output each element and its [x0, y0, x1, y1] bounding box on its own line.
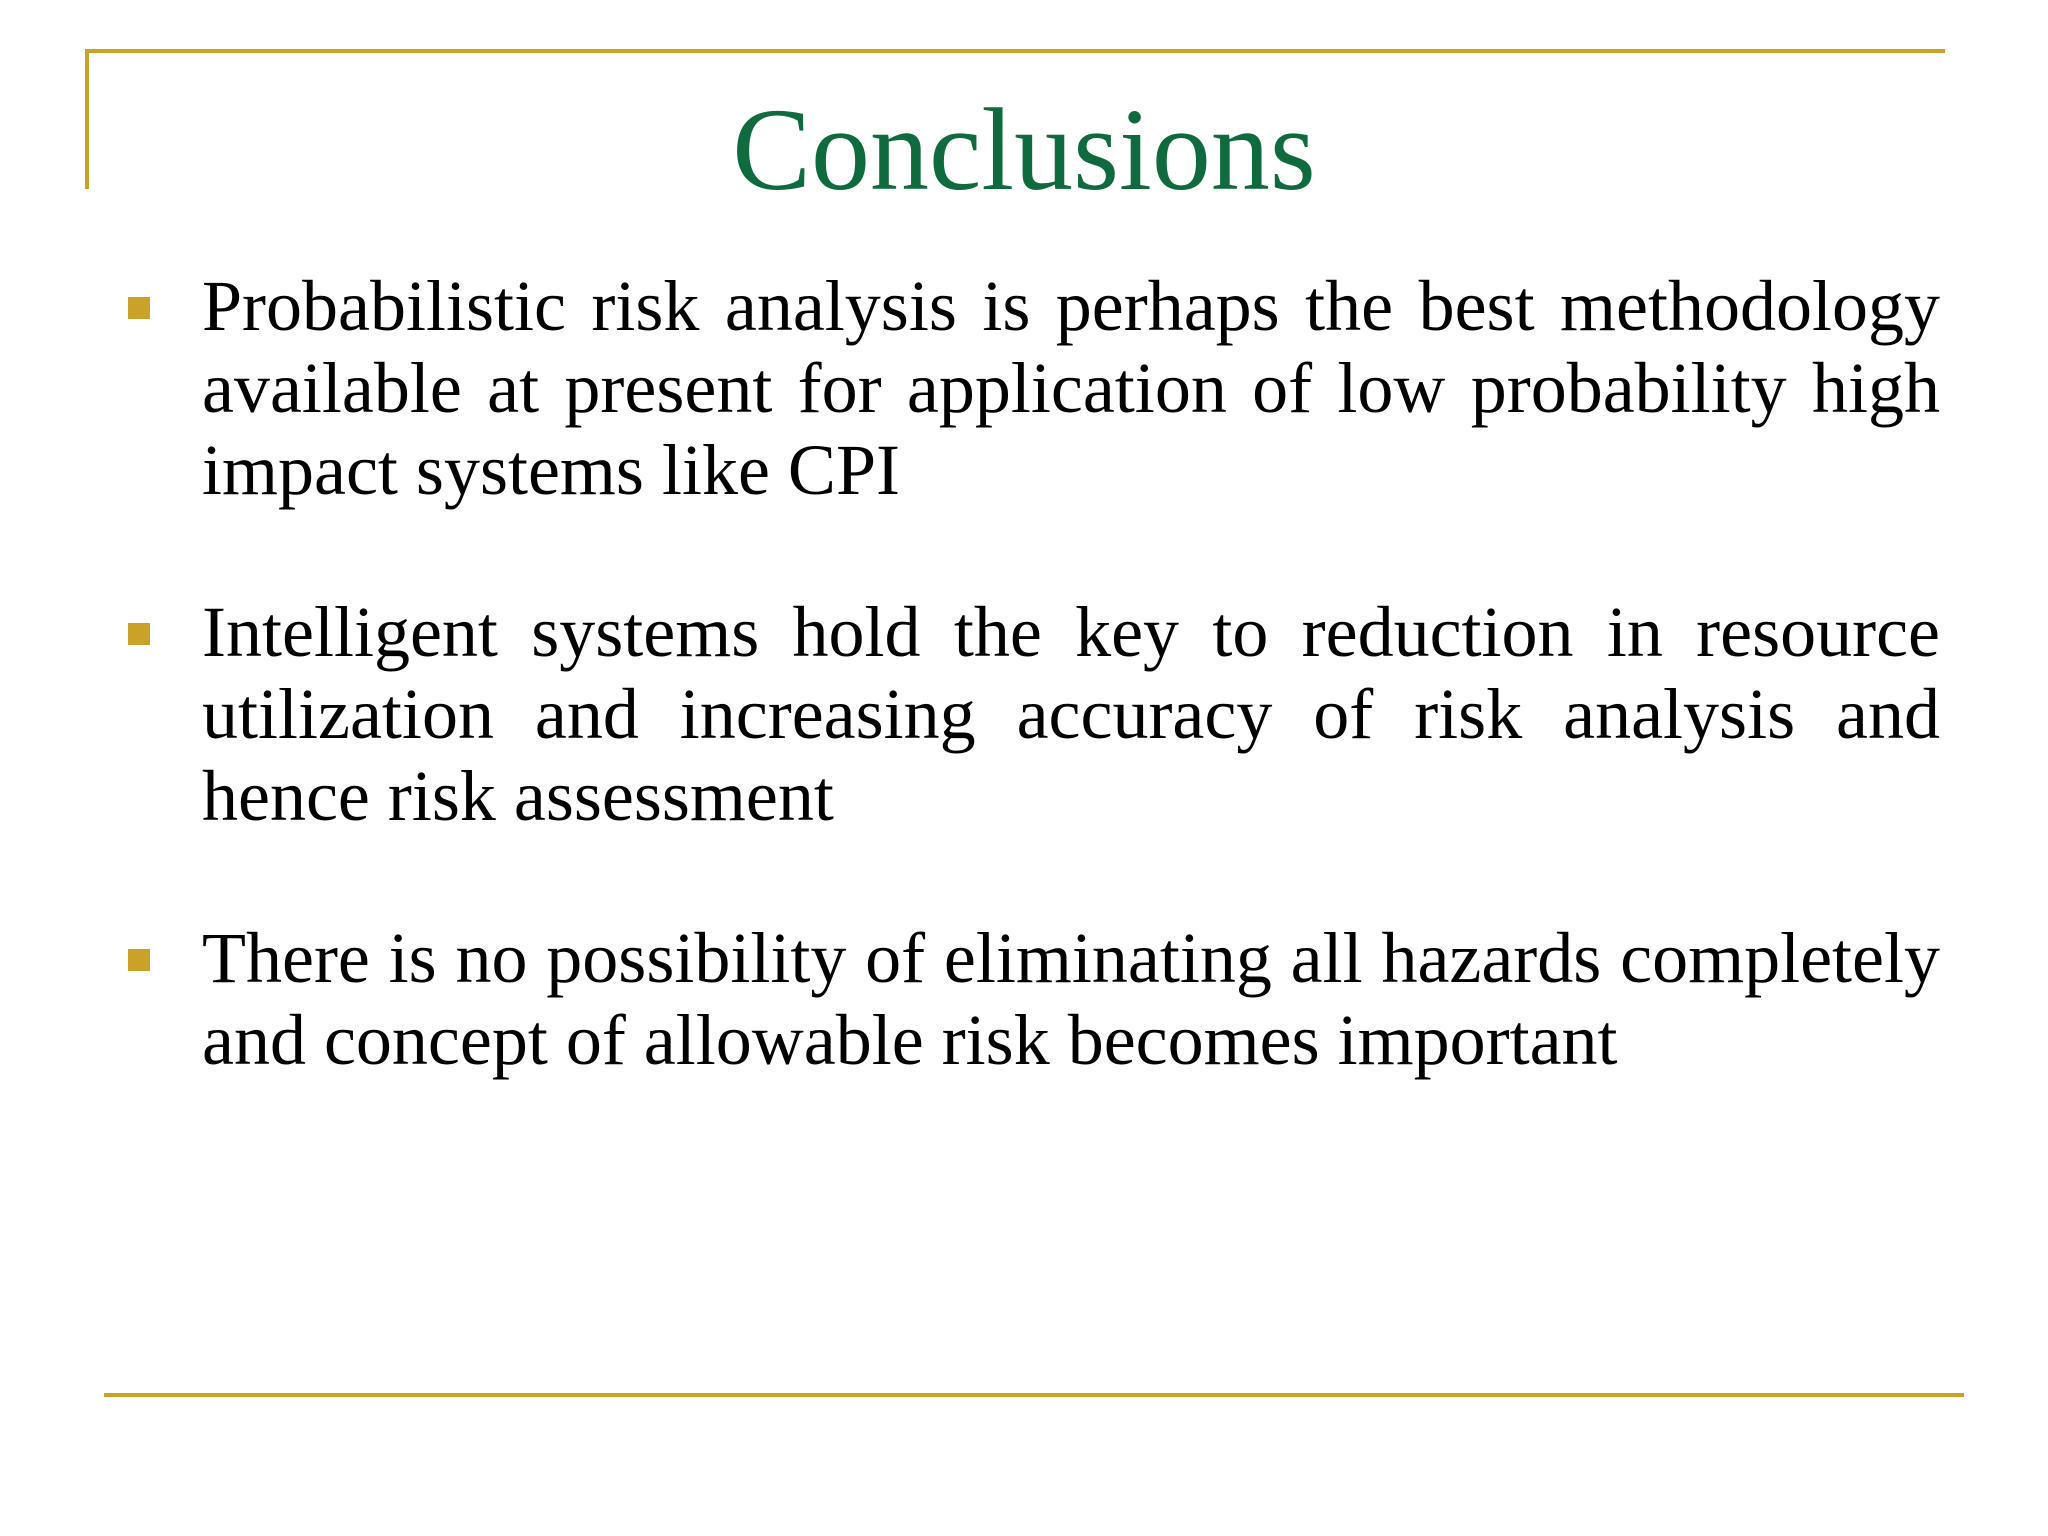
top-frame-line: [85, 49, 1945, 53]
bullet-text: Probabilistic risk analysis is perhaps the best methodology available at present for application of low probability high impact systems like CPI: [202, 266, 1940, 510]
bullet-item: [120, 917, 1940, 1081]
bullet-text: Intelligent systems hold the key to reduction in resource utilization and increasing accuracy of risk analysis and hence risk assessment: [202, 592, 1940, 836]
bullet-list: [120, 265, 1940, 1161]
bullet-item: [120, 591, 1940, 837]
slide-title: Conclusions: [732, 84, 1316, 215]
square-bullet-icon: [128, 623, 150, 645]
square-bullet-icon: [128, 949, 150, 971]
square-bullet-icon: [128, 297, 150, 319]
bullet-item: [120, 265, 1940, 511]
bullet-text: There is no possibility of eliminating all hazards completely and concept of allowable risk becomes important: [202, 918, 1940, 1080]
bottom-divider-line: [104, 1393, 1964, 1397]
